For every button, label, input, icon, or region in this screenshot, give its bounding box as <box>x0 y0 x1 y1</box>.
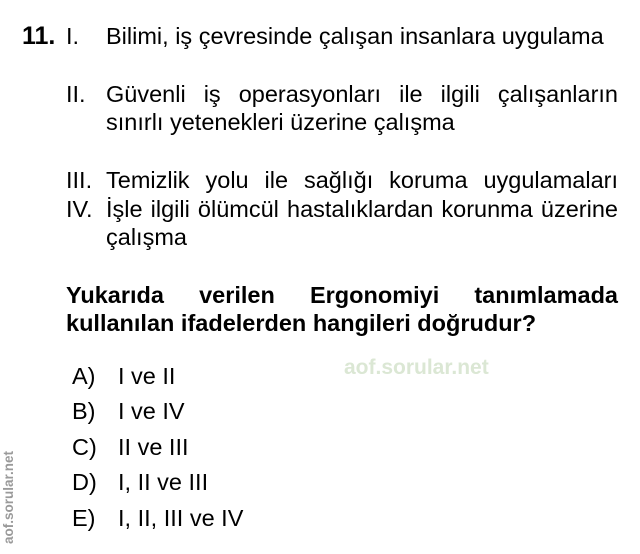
statement-text: Güvenli iş operasyonları ile ilgili çalışanların sınırlı yetenekleri üzerine çalışma <box>106 81 618 135</box>
answer-option-e[interactable] <box>72 504 243 532</box>
statement-text: Temizlik yolu ile sağlığı koruma uygulamaları <box>106 167 618 193</box>
statement-roman-numeral: II. <box>66 81 86 107</box>
option-text: I ve II <box>118 363 176 389</box>
statement-4 <box>66 195 618 251</box>
option-text: II ve III <box>118 434 189 460</box>
option-letter: A) <box>72 363 96 389</box>
question-prompt: Yukarıda verilen Ergonomiyi tanımlamada kullanılan ifadelerden hangileri doğrudur? <box>66 282 618 336</box>
statement-2 <box>66 80 618 136</box>
answer-option-a[interactable] <box>72 362 175 390</box>
option-letter: B) <box>72 398 96 424</box>
answer-option-d[interactable] <box>72 468 208 496</box>
watermark-text: aof.sorular.net <box>344 356 489 379</box>
option-text: I, II ve III <box>118 469 209 495</box>
option-text: I ve IV <box>118 398 185 424</box>
option-letter: D) <box>72 469 97 495</box>
statement-3 <box>66 166 618 194</box>
statement-roman-numeral: IV. <box>66 196 93 222</box>
answer-option-b[interactable] <box>72 397 185 425</box>
side-watermark-text: aof.sorular.net <box>1 450 16 544</box>
statement-roman-numeral: III. <box>66 167 93 193</box>
statement-text: İşle ilgili ölümcül hastalıklardan korunma üzerine çalışma <box>106 196 618 250</box>
option-letter: C) <box>72 434 97 460</box>
statement-roman-numeral: I. <box>66 23 80 49</box>
option-letter: E) <box>72 505 96 531</box>
question-number: 11. <box>22 22 56 50</box>
statement-1 <box>66 22 618 50</box>
option-text: I, II, III ve IV <box>118 505 244 531</box>
statement-text: Bilimi, iş çevresinde çalışan insanlara uygulama <box>106 23 604 49</box>
answer-option-c[interactable] <box>72 433 189 461</box>
